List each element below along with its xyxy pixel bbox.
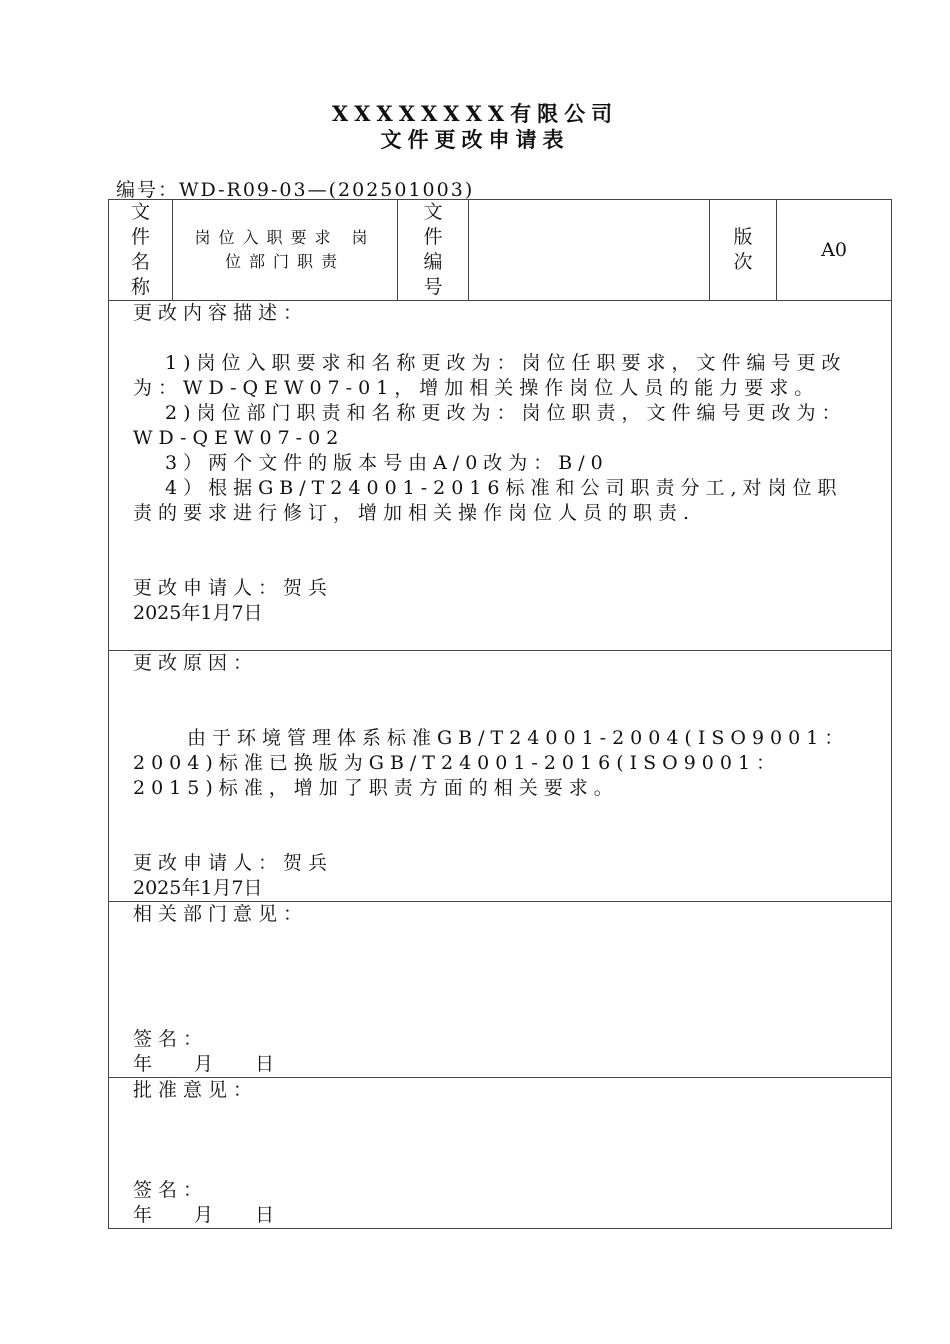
department-opinion-section [109, 902, 892, 1078]
company-name: XXXXXXXX有限公司 [331, 101, 619, 126]
file-number-value [469, 200, 710, 301]
file-name-value: 岗位入职要求 岗位部门职责 [173, 200, 398, 301]
department-date-line: 年 月 日 [133, 1053, 281, 1075]
approval-sign-label: 签名： [133, 1179, 209, 1201]
department-opinion-heading: 相关部门意见： [133, 903, 309, 925]
change-reason-text: 由于环境管理体系标准GB/T24001-2004(ISO9001：2004)标准已换版为GB/T24001-2016(ISO9001：2015)标准，增加了职责方面的相关要求。 [133, 727, 850, 799]
department-sign-label: 签名： [133, 1028, 209, 1050]
change-reason-section [109, 651, 892, 902]
change-description-section [109, 301, 892, 651]
form-title: 文件更改申请表 [380, 127, 570, 152]
change-item-2: 2)岗位部门职责和名称更改为：岗位职责，文件编号更改为：WD-QEW07-02 [133, 402, 847, 449]
file-name-label: 文件名称 [130, 201, 150, 298]
approval-section [109, 1078, 892, 1229]
reason-applicant: 更改申请人：贺兵 [133, 852, 334, 874]
version-label: 版次 [733, 226, 753, 273]
change-item-4: 4）根据GB/T24001-2016标准和公司职责分工,对岗位职责的要求进行修订，增加相关操作岗位人员的职责. [133, 477, 843, 524]
file-number-label: 文件编号 [423, 201, 443, 298]
change-item-3: 3）两个文件的版本号由A/0改为：B/0 [165, 452, 609, 474]
document-number: 编号：WD-R09-03—(202501003) [116, 179, 475, 201]
version-value: A0 [777, 200, 892, 301]
info-row [109, 200, 892, 301]
change-item-1: 1)岗位入职要求和名称更改为：岗位任职要求，文件编号更改为：WD-QEW07-01，增加相关操作岗位人员的能力要求。 [133, 352, 847, 399]
change-reason-heading: 更改原因： [133, 652, 259, 674]
description-applicant: 更改申请人：贺兵 [133, 577, 334, 599]
description-date: 2025年1月7日 [133, 602, 263, 624]
change-request-form [108, 199, 892, 1229]
reason-date: 2025年1月7日 [133, 877, 263, 899]
approval-heading: 批准意见： [133, 1079, 259, 1101]
approval-date-line: 年 月 日 [133, 1204, 281, 1226]
change-description-heading: 更改内容描述： [133, 302, 309, 324]
